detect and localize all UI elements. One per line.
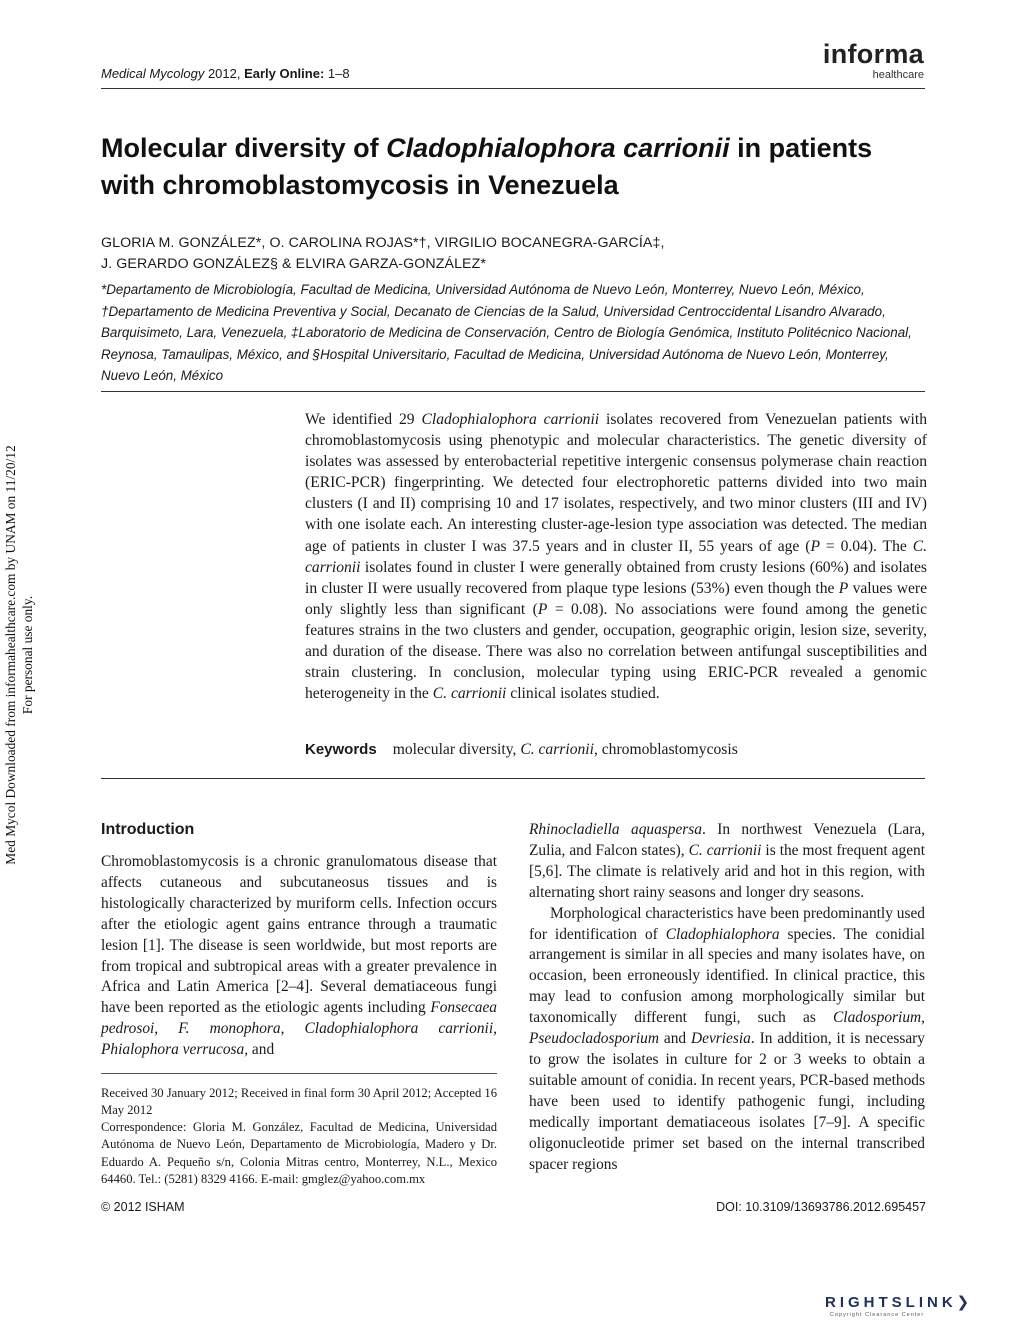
copyright: © 2012 ISHAM <box>101 1200 185 1214</box>
journal-name: Medical Mycology <box>101 66 205 81</box>
paragraph: Rhinocladiella aquaspersa. In northwest Venezuela (Lara, Zulia, and Falcon states), C. carrionii is the most frequent agent [5,6]. The climate is relatively arid and hot in this region, with alternating short rainy seasons and longer dry seasons. <box>529 821 926 901</box>
watermark-line-1: Med Mycol Downloaded from informahealthcare.com by UNAM on 11/20/12 <box>3 445 18 865</box>
rightslink-subtitle: Copyright Clearance Center <box>830 1312 925 1318</box>
publisher-logo <box>823 40 924 81</box>
correspondence: Correspondence: Gloria M. González, Facultad de Medicina, Universidad Autónoma de Nuevo León, Departamento de Microbiología, Madero y Dr. Eduardo A. Pequeño s/n, Colonia Mitras centro, Monterrey, N.L., Mexico 64460. Tel.: (5281) 8329 4166. E-mail: gmglez@yahoo.com.mx <box>101 1120 497 1187</box>
authors-line-1: GLORIA M. GONZÁLEZ*, O. CAROLINA ROJAS*†, VIRGILIO BOCANEGRA-GARCÍA‡, <box>101 235 665 251</box>
abstract-rule <box>101 778 925 779</box>
right-column-text <box>529 820 925 1175</box>
rightslink-label: RIGHTSLINK <box>825 1294 957 1311</box>
rightslink-logo[interactable] <box>825 1293 969 1311</box>
watermark-line-2: For personal use only. <box>20 595 35 715</box>
keywords: Keywords molecular diversity, C. carrionii, chromoblastomycosis <box>305 741 738 758</box>
affiliation-rule <box>101 391 925 392</box>
publisher-name: informa <box>822 39 924 69</box>
header-rule <box>101 88 925 89</box>
early-online-label: Early Online: <box>244 66 325 81</box>
footnote-rule <box>101 1073 497 1074</box>
publisher-subtitle: healthcare <box>872 69 924 81</box>
title-species: Cladophialophora carrionii <box>386 133 730 163</box>
doi: DOI: 10.3109/13693786.2012.695457 <box>716 1200 926 1214</box>
authors-line-2: J. GERARDO GONZÁLEZ§ & ELVIRA GARZA-GONZÁLEZ* <box>101 256 487 272</box>
journal-citation: Medical Mycology 2012, Early Online: 1–8 <box>101 66 350 81</box>
paragraph: Morphological characteristics have been predominantly used for identification of Cladophialophora species. The conidial arrangement is similar in all species and many isolates have, on occasion, been erroneously identified. In clinical practice, this may lead to confusion among morphologically similar but taxonomically different fungi, such as Cladosporium, Pseudocladosporium and Devriesia. In addition, it is necessary to grow the isolates in culture for 2 or 3 weeks to obtain a suitable amount of conidia. In recent years, PCR-based methods have been used to identify pathogenic fungi, including medically important dematiaceous isolates [7–9]. A specific oligonucleotide primer set based on the internal transcribed spacer regions <box>529 904 925 1173</box>
download-watermark <box>2 430 42 880</box>
rightslink-arrow-icon: ❯ <box>956 1294 970 1311</box>
keywords-label: Keywords <box>305 741 377 758</box>
received-dates: Received 30 January 2012; Received in final form 30 April 2012; Accepted 16 May 2012 <box>101 1086 497 1118</box>
author-list <box>101 233 931 275</box>
abstract: We identified 29 Cladophialophora carrionii isolates recovered from Venezuelan patients with chromoblastomycosis using phenotypic and molecular characteristics. The genetic diversity of isolates was assessed by enterobacterial repetitive intergenic consensus polymerase chain reaction (ERIC-PCR) fingerprinting. We detected four electrophoretic patterns divided into two main clusters (I and II) comprising 10 and 17 isolates, respectively, and two minor clusters (III and IV) with one isolate each. An interesting cluster-age-lesion type association was detected. The median age of patients in cluster I was 37.5 years and in cluster II, 55 years of age (P = 0.04). The C. carrionii isolates found in cluster I were generally obtained from crusty lesions (60%) and isolates in cluster II were usually recovered from plaque type lesions (53%) even though the P values were only slightly less than significant (P = 0.08). No associations were found among the genetic features strains in the two clusters and gender, occupation, geographic origin, lesion size, severity, and duration of the disease. There was also no correlation between antifungal susceptibilities and strain clustering. In conclusion, molecular typing using ERIC-PCR revealed a genomic heterogeneity in the C. carrionii clinical isolates studied. <box>305 411 928 703</box>
affiliations: *Departamento de Microbiología, Facultad de Medicina, Universidad Autónoma de Nuevo León, Monterrey, Nuevo León, México, †Departamento de Medicina Preventiva y Social, Decanato de Ciencias de la Salud, Universidad Centroccidental Lisandro Alvarado, Barquisimeto, Lara, Venezuela, ‡Laboratorio de Medicina de Conservación, Centro de Biología Genómica, Instituto Politécnico Nacional, Reynosa, Tamaulipas, México, and §Hospital Universitario, Facultad de Medicina, Universidad Autónoma de Nuevo León, Monterrey, Nuevo León, México <box>101 282 912 384</box>
section-heading-introduction: Introduction <box>101 821 195 838</box>
article-title: Molecular diversity of Cladophialophora carrionii in patients with chromoblastomycosis in Venezuela <box>101 133 873 200</box>
introduction-paragraph: Chromoblastomycosis is a chronic granulomatous disease that affects cutaneous and subcutaneosus tissues and is histologically characterized by muriform cells. Infection occurs after the etiologic agent gains entrance through a traumatic lesion [1]. The disease is seen worldwide, but most reports are from tropical and subtropical areas with a greater prevalence in Africa and Latin America [2–4]. Several dematiaceous fungi have been reported as the etiologic agents including Fonsecaea pedrosoi, F. monophora, Cladophialophora carrionii, Phialophora verrucosa, and <box>101 853 497 1059</box>
